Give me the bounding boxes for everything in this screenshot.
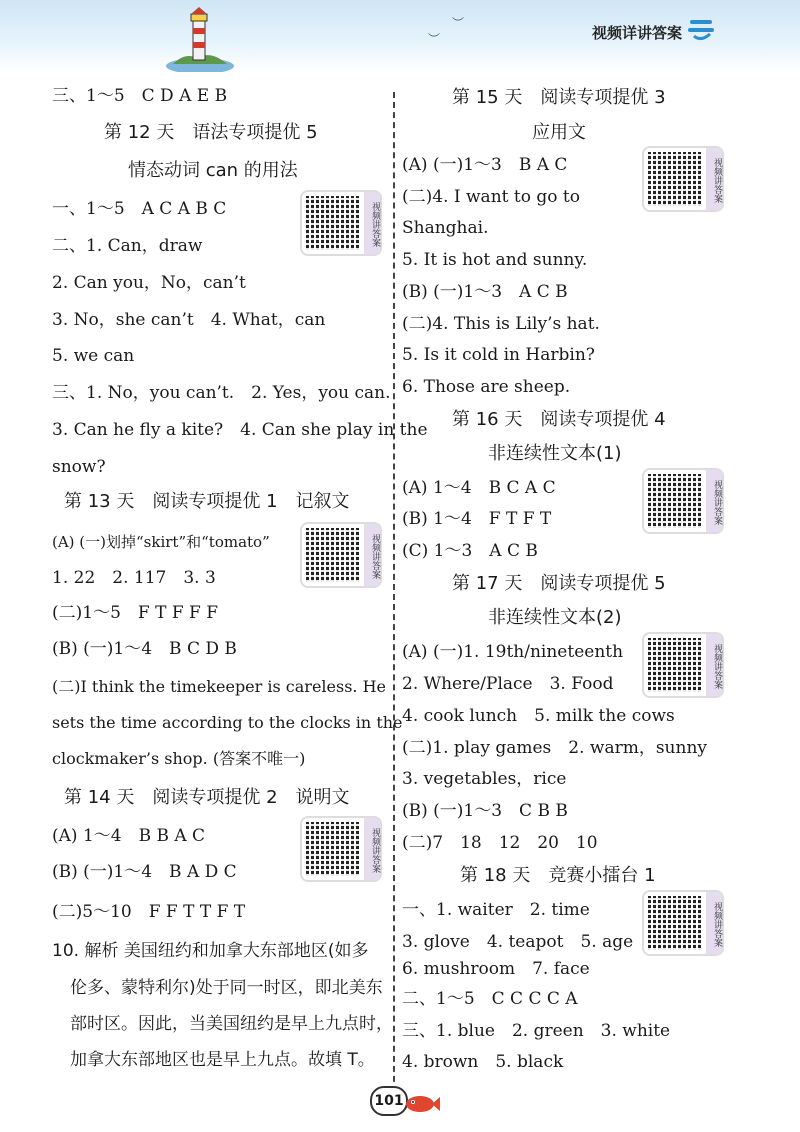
answer-line: 2. Where/Place 3. Food (402, 674, 614, 694)
qr-code[interactable] (644, 892, 722, 954)
answer-line: Shanghai. (402, 218, 489, 238)
page-number: 101 (370, 1086, 408, 1116)
answer-line: 6. Those are sheep. (402, 377, 571, 397)
qr-pattern (306, 528, 360, 582)
qr-pattern (648, 638, 702, 692)
section-heading: 第 12 天 语法专项提优 5 (104, 122, 318, 143)
qr-label: 视频讲答案 (706, 470, 722, 532)
qr-code[interactable] (302, 524, 380, 586)
qr-label: 视频讲答案 (706, 634, 722, 696)
answer-line: (二)7 18 12 20 10 (402, 833, 598, 853)
answer-line: 6. mushroom 7. face (402, 959, 590, 979)
answer-line: 5. we can (52, 346, 135, 366)
answer-line: (B) (一)1～4 B C D B (52, 639, 237, 659)
answer-line: (C) 1～3 A C B (402, 541, 538, 561)
answer-line: (二)1. play games 2. warm，sunny (402, 738, 708, 758)
explanation-line: 部时区。因此，当美国纽约是早上九点时， (70, 1014, 393, 1034)
explanation-line: 加拿大东部地区也是早上九点。故填 T。 (70, 1050, 375, 1070)
qr-label: 视频讲答案 (364, 192, 380, 254)
explanation-line: 10. 解析 美国纽约和加拿大东部地区(如多 (52, 941, 369, 961)
section-heading: 第 15 天 阅读专项提优 3 (452, 87, 666, 108)
answer-line: 3. Can he fly a kite? 4. Can she play in the (52, 420, 428, 440)
answer-line: 3. vegetables，rice (402, 769, 567, 789)
answer-line: 一、1～5 A C A B C (52, 199, 227, 219)
answer-line: 5. Is it cold in Harbin? (402, 345, 595, 365)
answer-line: 5. It is hot and sunny. (402, 250, 588, 270)
answer-line: 2. Can you，No，can’t (52, 273, 246, 293)
answer-line: (A) 1～4 B B A C (52, 826, 206, 846)
qr-label: 视频讲答案 (364, 524, 380, 586)
answer-line: sets the time according to the clocks in the (52, 713, 403, 732)
gull-icon: ︶ (452, 16, 465, 30)
section-subheading: 非连续性文本(2) (488, 607, 622, 628)
qr-code[interactable] (644, 634, 722, 696)
answer-line: (二)4. I want to go to (402, 187, 580, 207)
answer-line: (B) (一)1～3 A C B (402, 282, 568, 302)
fish-icon (402, 1092, 440, 1114)
answer-line: 4. brown 5. black (402, 1052, 564, 1072)
logo-icon (686, 16, 716, 42)
qr-code[interactable] (644, 470, 722, 532)
answer-line: 4. cook lunch 5. milk the cows (402, 706, 675, 726)
qr-pattern (648, 896, 702, 950)
section-heading: 第 16 天 阅读专项提优 4 (452, 409, 666, 430)
answer-line: 1. 22 2. 117 3. 3 (52, 568, 216, 588)
explanation-line: 伦多、蒙特利尔)处于同一时区，即北美东 (70, 978, 383, 998)
qr-code[interactable] (302, 192, 380, 254)
qr-code[interactable] (302, 818, 380, 880)
answer-line: (二)I think the timekeeper is careless. He (52, 677, 387, 696)
page-header (0, 0, 800, 72)
answer-line: (A) (一)划掉“skirt”和“tomato” (52, 533, 270, 551)
answer-line: 三、1～5 C D A E B (52, 86, 228, 106)
answer-line: 二、1. Can，draw (52, 236, 203, 256)
qr-pattern (306, 196, 360, 250)
section-subheading: 应用文 (532, 122, 586, 143)
section-subheading: 情态动词 can 的用法 (128, 160, 298, 181)
section-heading: 第 13 天 阅读专项提优 1 记叙文 (64, 491, 350, 512)
answer-line: (B) 1～4 F T F T (402, 509, 552, 529)
answer-line: 三、1. No，you can’t. 2. Yes，you can. (52, 383, 391, 403)
section-heading: 第 14 天 阅读专项提优 2 说明文 (64, 787, 350, 808)
answer-line: 3. No，she can’t 4. What，can (52, 310, 326, 330)
qr-pattern (306, 822, 360, 876)
column-divider (393, 92, 395, 1102)
lighthouse-icon (165, 6, 235, 72)
answer-line: 一、1. waiter 2. time (402, 900, 590, 920)
qr-label: 视频讲答案 (706, 148, 722, 210)
qr-label: 视频讲答案 (364, 818, 380, 880)
answer-line: snow? (52, 457, 106, 477)
section-heading: 第 18 天 竞赛小擂台 1 (460, 865, 656, 886)
answer-line: (A) (一)1. 19th/nineteenth (402, 642, 624, 662)
section-heading: 第 17 天 阅读专项提优 5 (452, 573, 666, 594)
gull-icon: ︶ (428, 32, 441, 46)
answer-line: (二)5～10 F F T T F T (52, 902, 246, 922)
answer-line: clockmaker’s shop. (答案不唯一) (52, 749, 306, 768)
answer-line: (B) (一)1～4 B A D C (52, 862, 237, 882)
answer-line: (A) 1～4 B C A C (402, 478, 556, 498)
qr-code[interactable] (644, 148, 722, 210)
answer-line: 3. glove 4. teapot 5. age (402, 932, 634, 952)
answer-line: 二、1～5 C C C C A (402, 989, 578, 1009)
answer-line: (二)1～5 F T F F F (52, 603, 219, 623)
answer-line: 三、1. blue 2. green 3. white (402, 1021, 671, 1041)
answer-line: (二)4. This is Lily’s hat. (402, 314, 600, 334)
answer-line: (B) (一)1～3 C B B (402, 801, 568, 821)
qr-pattern (648, 152, 702, 206)
qr-pattern (648, 474, 702, 528)
qr-label: 视频讲答案 (706, 892, 722, 954)
header-title: 视频详讲答案 (591, 24, 682, 42)
section-subheading: 非连续性文本(1) (488, 443, 622, 464)
answer-line: (A) (一)1～3 B A C (402, 155, 568, 175)
